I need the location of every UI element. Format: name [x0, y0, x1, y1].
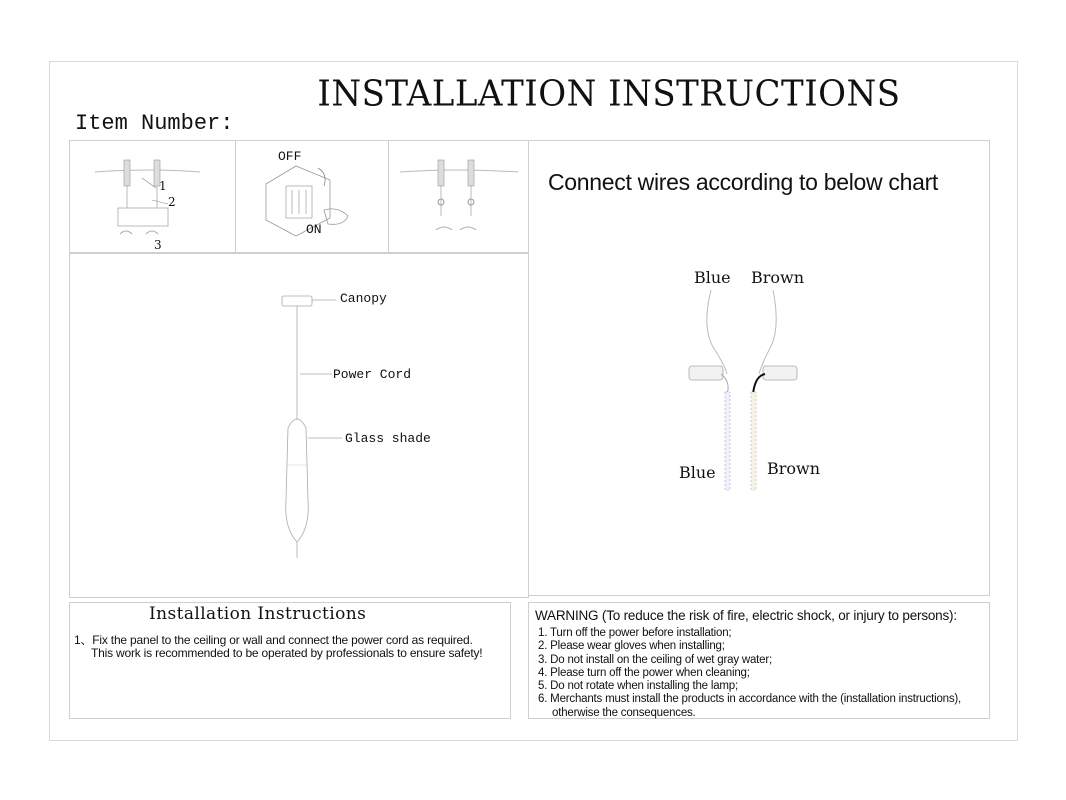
switch-off-label: OFF [278, 149, 302, 164]
document-title: INSTALLATION INSTRUCTIONS [317, 73, 901, 115]
step1-callout-1: 1 [159, 179, 167, 193]
switch-on-label: ON [306, 222, 322, 237]
wire-label-brown-bottom: Brown [767, 459, 821, 478]
installation-safety-note: This work is recommended to be operated by professionals to ensure safety! [91, 646, 483, 660]
label-glass-shade: Glass shade [345, 431, 431, 446]
warning-item: 3. Do not install on the ceiling of wet gray water; [538, 653, 772, 666]
label-power-cord: Power Cord [333, 367, 412, 382]
installation-step-1: 1、Fix the panel to the ceiling or wall and connect the power cord as required. [74, 633, 473, 647]
installation-instructions-heading: Installation Instructions [149, 604, 367, 624]
item-number-label: Item Number: [75, 111, 234, 136]
warning-list [538, 627, 961, 720]
wire-label-brown-top: Brown [751, 268, 805, 287]
step1-mount-illustration [90, 150, 230, 250]
step1-callout-2: 2 [168, 195, 176, 209]
label-canopy: Canopy [340, 291, 387, 306]
pendant-fixture-drawing [270, 290, 340, 570]
warning-item: 4. Please turn off the power when cleaning; [538, 666, 750, 679]
step1-callout-3: 3 [154, 238, 162, 252]
wire-label-blue-bottom: Blue [679, 463, 716, 482]
step-divider [388, 140, 389, 253]
wire-connector-diagram [685, 290, 805, 495]
wire-label-blue-top: Blue [694, 268, 731, 287]
wiring-heading: Connect wires according to below chart [548, 169, 939, 195]
step-divider [235, 140, 236, 253]
step3-assembly-illustration [398, 150, 523, 246]
warning-heading: WARNING (To reduce the risk of fire, electric shock, or injury to persons): [535, 608, 957, 623]
warning-continuation: otherwise the consequences. [552, 706, 696, 719]
warning-item: 2. Please wear gloves when installing; [538, 640, 725, 653]
warning-item: 6. Merchants must install the products in accordance with the (installation instructions), [538, 693, 962, 706]
warning-item: 1. Turn off the power before installation; [538, 627, 732, 639]
warning-item: 5. Do not rotate when installing the lamp; [538, 680, 738, 693]
